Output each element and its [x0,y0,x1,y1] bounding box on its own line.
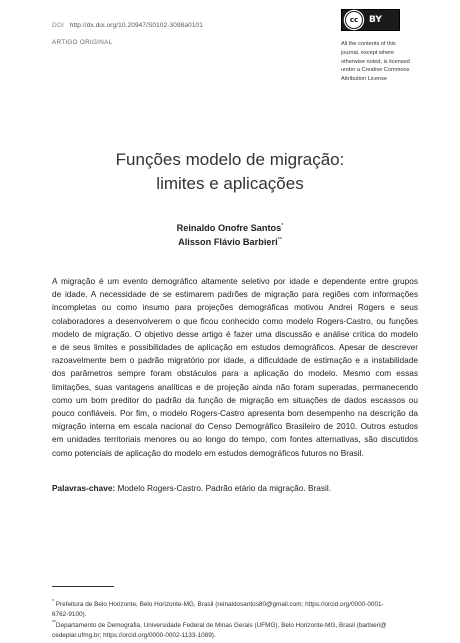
author-name: Alisson Flávio Barbieri [178,237,278,248]
paper-title-line-2: limites e aplicações [156,174,304,193]
license-line: otherwise noted, is licensed [341,58,410,65]
footnote-2-continued: cedeplar.ufmg.br; https://orcid.org/0000-0002-1133-1089). [52,632,216,640]
abstract-line: limitações, suas vantagens analíticas e de projeção ainda não foram superadas, permanecendo [52,381,418,392]
abstract-line: A migração é um evento demográfico altamente seletivo por idade e dependente entre grupos [52,276,418,286]
abstract-line: em unidades territoriais menores ou ao longo do tempo, com fontes alternativas, são discutidos [52,434,418,445]
author-name: Reinaldo Onofre Santos [176,223,282,234]
footnote-mark: * [52,599,54,605]
footnote-text: Departamento de Demografia, Universidade Federal de Minas Gerais (UFMG), Belo Horizonte-MG, Brasil (barbieri@ [55,622,387,630]
keywords-text: Modelo Rogers-Castro. Padrão etário da migração. Brasil. [117,483,332,493]
author-2 [0,237,460,247]
footnote-1 [52,598,422,610]
keywords [52,483,331,493]
cc-by-license-badge[interactable] [341,9,400,31]
abstract-line: migração interna em escala nacional do Censo Demográfico Brasileiro de 2010. Outros estudos [52,421,418,432]
keywords-label: Palavras-chave: [52,483,116,493]
author-1 [0,223,460,233]
license-note [341,40,441,84]
section-label: ARTIGO ORIGINAL [52,39,113,46]
abstract [52,275,418,460]
abstract-line: modelo de migração. O objetivo desse artigo é fazer uma discussão e análise crítica do modelo [52,328,418,339]
footnote-2 [52,619,422,631]
doi-link[interactable]: http://dx.doi.org/10.20947/S0102-3098a0101 [69,22,203,29]
creative-commons-icon: cc [345,11,363,29]
footnotes [52,598,422,641]
abstract-line: como um bom preditor do padrão da função de migração em situações de dados escassos ou [52,394,418,405]
footnote-1-continued: 6762-9100). [52,610,87,618]
paper-title-line-1: Funções modelo de migração: [115,150,345,169]
abstract-line: como potenciais de aplicação do modelo em estudos demográficos futuros no Brasil. [52,447,364,458]
license-line: journal, except where [341,49,395,56]
footnote-divider [52,586,114,587]
footnote-mark: ** [52,620,56,627]
author-footnote-mark[interactable]: * [281,223,284,229]
abstract-line: incompletas ou como insumo para projeções demográficas motivou Andrei Rogers e seus [52,302,418,313]
footnote-text: Prefeitura de Belo Horizonte, Belo Horizonte-MG, Brasil (reinaldosantos80@gmail.com; https://orcid.org/0000-0001- [55,601,384,609]
license-line: Attribution License [341,76,388,83]
doi-tag: DOI [52,22,64,29]
license-line: All the contents of this [341,41,396,47]
doi-line [52,22,203,29]
abstract-line: razoavelmente bem o padrão migratório por idade, a dificuldade de estimação e a instabilidade [52,355,418,366]
abstract-line: dos parâmetros sempre foram obstáculos para a aplicação do modelo. Mesmo com essas [52,368,418,379]
abstract-line: pouco confiáveis. Por fim, o modelo Rogers-Castro apresenta bom desempenho na descrição da [52,408,418,419]
abstract-line: e de seus limites e possibilidades de aplicação em estudos demográficos. Apesar de descrever [52,342,418,353]
cc-by-label: BY [369,15,382,25]
author-footnote-mark[interactable]: ** [277,237,282,243]
license-line: under a Creative Commons [341,67,410,74]
abstract-line: colaboradores a desenvolverem o que ficou conhecido como modelo Rogers-Castro, ou funções [52,315,418,326]
abstract-line: de idade. A necessidade de se estimarem padrões de migração para regiões com informações [52,289,418,300]
